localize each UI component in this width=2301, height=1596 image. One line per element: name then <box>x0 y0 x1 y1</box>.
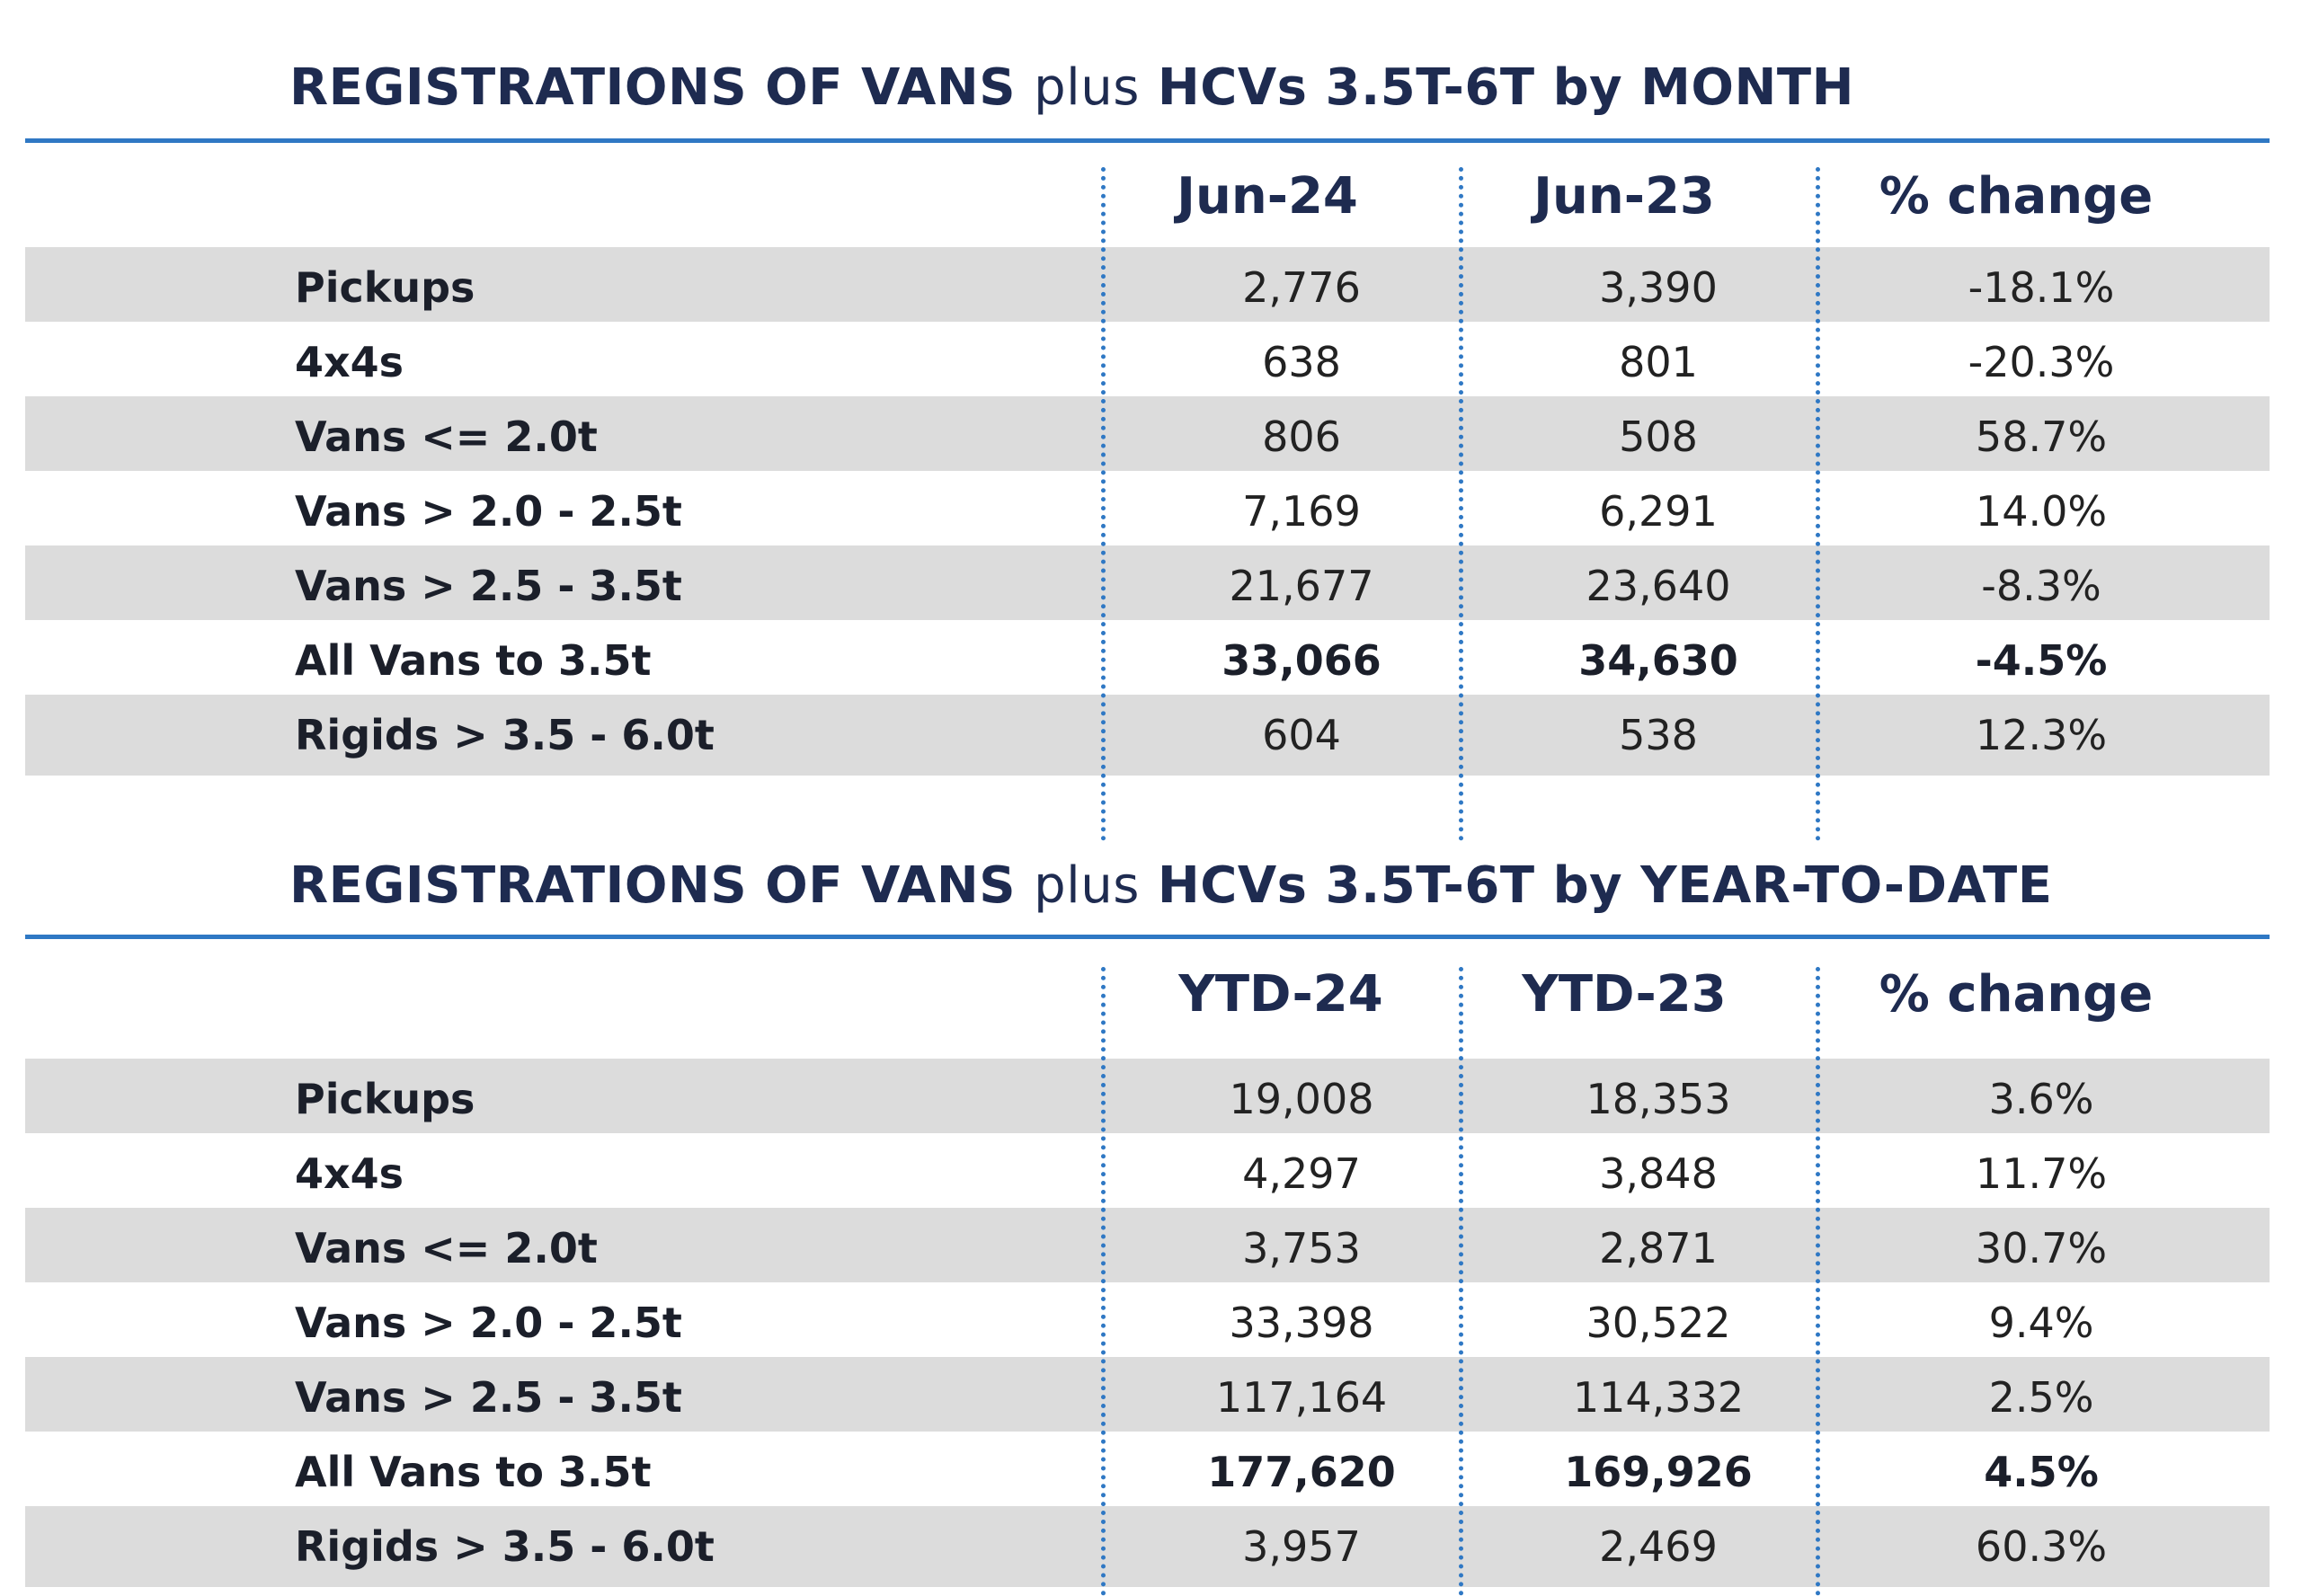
table-row <box>25 1282 2270 1363</box>
percent-change: 14.0% <box>1975 487 2108 536</box>
column-divider-1 <box>1101 967 1106 1596</box>
table-row <box>25 1357 2270 1438</box>
previous-value: 30,522 <box>1586 1299 1731 1347</box>
column-divider-2 <box>1459 967 1463 1596</box>
monthly-table-title <box>289 58 1854 117</box>
previous-value: 2,469 <box>1599 1522 1718 1571</box>
title-rule <box>25 138 2270 143</box>
percent-change: 11.7% <box>1975 1149 2108 1198</box>
title-part-2: plus <box>1034 856 1140 915</box>
row-label: Vans > 2.0 - 2.5t <box>295 1299 682 1347</box>
previous-value: 3,390 <box>1599 263 1718 312</box>
percent-change: -18.1% <box>1968 263 2115 312</box>
row-label: Rigids > 3.5 - 6.0t <box>295 1522 715 1571</box>
row-label: Vans > 2.0 - 2.5t <box>295 487 682 536</box>
row-label: Vans > 2.5 - 3.5t <box>295 562 682 610</box>
previous-value: 34,630 <box>1578 636 1738 685</box>
previous-value: 2,871 <box>1599 1224 1718 1272</box>
table-row <box>25 396 2270 477</box>
previous-value: 23,640 <box>1586 562 1731 610</box>
row-label: Vans <= 2.0t <box>295 1224 598 1272</box>
table-row <box>25 1432 2270 1512</box>
previous-value: 508 <box>1619 412 1698 461</box>
column-header-change: % change <box>1879 167 2154 226</box>
row-label: 4x4s <box>295 1149 404 1198</box>
table-row <box>25 1506 2270 1587</box>
previous-value: 3,848 <box>1599 1149 1718 1198</box>
percent-change: 9.4% <box>1988 1299 2094 1347</box>
previous-value: 169,926 <box>1564 1448 1753 1496</box>
current-value: 117,164 <box>1215 1373 1388 1422</box>
current-value: 33,398 <box>1229 1299 1374 1347</box>
percent-change: -20.3% <box>1968 338 2115 386</box>
current-value: 806 <box>1262 412 1341 461</box>
current-value: 3,957 <box>1242 1522 1361 1571</box>
table-row <box>25 247 2270 328</box>
column-header-previous: Jun-23 <box>1533 167 1715 226</box>
previous-value: 114,332 <box>1572 1373 1745 1422</box>
title-rule <box>25 935 2270 939</box>
percent-change: -4.5% <box>1975 636 2108 685</box>
title-part-1: REGISTRATIONS OF VANS <box>289 58 1017 117</box>
previous-value: 801 <box>1619 338 1698 386</box>
column-header-current: YTD-24 <box>1178 965 1383 1024</box>
table-row <box>25 1208 2270 1289</box>
previous-value: 18,353 <box>1586 1075 1731 1123</box>
percent-change: 12.3% <box>1975 711 2108 759</box>
percent-change: 60.3% <box>1975 1522 2108 1571</box>
row-label: Pickups <box>295 1075 475 1123</box>
table-row <box>25 695 2270 776</box>
column-divider-3 <box>1816 167 1820 841</box>
table-row <box>25 545 2270 626</box>
row-label: Pickups <box>295 263 475 312</box>
current-value: 638 <box>1262 338 1341 386</box>
current-value: 3,753 <box>1242 1224 1361 1272</box>
percent-change: 3.6% <box>1988 1075 2094 1123</box>
row-label: All Vans to 3.5t <box>295 636 652 685</box>
table-row <box>25 620 2270 701</box>
table-row <box>25 1059 2270 1139</box>
monthly-table-section <box>0 54 2301 800</box>
percent-change: 2.5% <box>1988 1373 2094 1422</box>
title-part-2: plus <box>1034 58 1140 117</box>
current-value: 177,620 <box>1207 1448 1396 1496</box>
current-value: 4,297 <box>1242 1149 1361 1198</box>
title-part-1: REGISTRATIONS OF VANS <box>289 856 1017 915</box>
title-part-3: HCVs 3.5T-6T by YEAR-TO-DATE <box>1157 856 2053 915</box>
table-row <box>25 471 2270 552</box>
percent-change: 4.5% <box>1984 1448 2099 1496</box>
table-row <box>25 322 2270 403</box>
ytd-table-title <box>289 856 2053 915</box>
percent-change: 58.7% <box>1975 412 2108 461</box>
current-value: 2,776 <box>1242 263 1361 312</box>
ytd-table-section <box>0 852 2301 1596</box>
current-value: 604 <box>1262 711 1341 759</box>
column-divider-1 <box>1101 167 1106 841</box>
current-value: 7,169 <box>1242 487 1361 536</box>
percent-change: 30.7% <box>1975 1224 2108 1272</box>
current-value: 19,008 <box>1229 1075 1374 1123</box>
column-header-change: % change <box>1879 965 2154 1024</box>
percent-change: -8.3% <box>1981 562 2101 610</box>
previous-value: 6,291 <box>1599 487 1718 536</box>
row-label: All Vans to 3.5t <box>295 1448 652 1496</box>
row-label: Vans > 2.5 - 3.5t <box>295 1373 682 1422</box>
table-row <box>25 1133 2270 1214</box>
column-header-previous: YTD-23 <box>1522 965 1727 1024</box>
row-label: Rigids > 3.5 - 6.0t <box>295 711 715 759</box>
previous-value: 538 <box>1619 711 1698 759</box>
column-divider-2 <box>1459 167 1463 841</box>
current-value: 33,066 <box>1222 636 1381 685</box>
current-value: 21,677 <box>1229 562 1374 610</box>
column-divider-3 <box>1816 967 1820 1596</box>
row-label: Vans <= 2.0t <box>295 412 598 461</box>
title-part-3: HCVs 3.5T-6T by MONTH <box>1157 58 1854 117</box>
column-header-current: Jun-24 <box>1177 167 1358 226</box>
row-label: 4x4s <box>295 338 404 386</box>
